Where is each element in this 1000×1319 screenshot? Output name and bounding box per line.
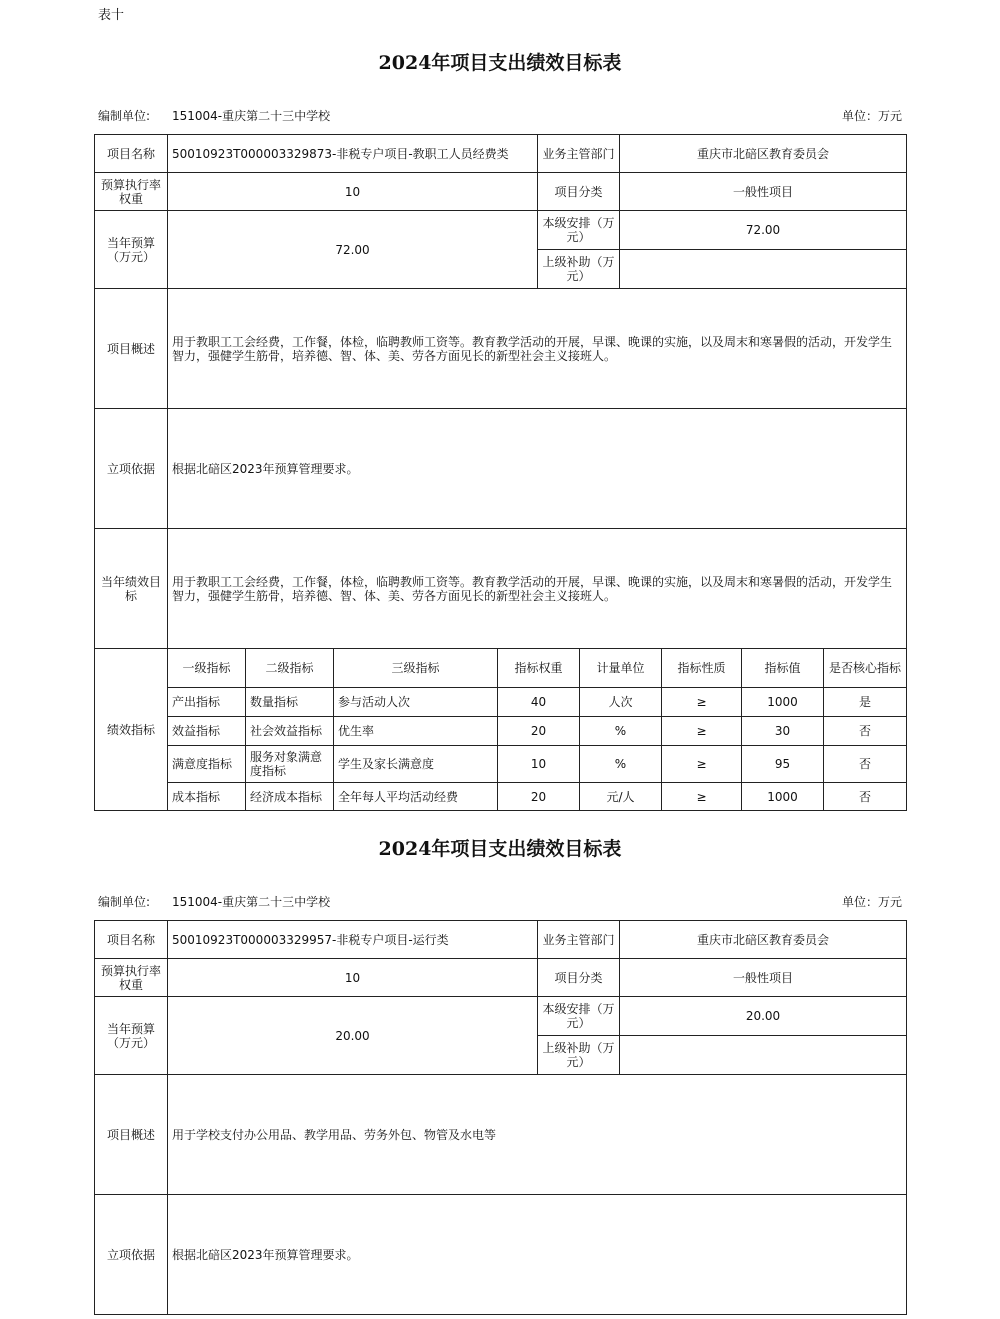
indicator-cell: ≥ [662,717,742,746]
indicator-cell: 社会效益指标 [246,717,334,746]
indicator-header: 是否核心指标 [824,649,907,688]
category-value: 一般性项目 [620,959,907,997]
form-2-org-value: 151004-重庆第二十三中学校 [172,895,331,909]
indicator-cell: 否 [824,717,907,746]
form-1-indicator-table [94,648,907,811]
budget-label: 当年预算（万元） [95,997,168,1075]
upper-subsidy-label: 上级补助（万元） [538,1036,620,1075]
indicator-cell: 1000 [742,783,824,811]
basis-value: 根据北碚区2023年预算管理要求。 [168,1195,907,1315]
category-label: 项目分类 [538,959,620,997]
indicator-cell: 产出指标 [168,688,246,717]
basis-value: 根据北碚区2023年预算管理要求。 [168,409,907,529]
this-level-label: 本级安排（万元） [538,211,620,250]
form-1-title: 2024年项目支出绩效目标表 [378,52,622,74]
indicator-cell: ≥ [662,783,742,811]
indicator-cell: 效益指标 [168,717,246,746]
indicator-cell: % [580,746,662,783]
form-1-header-table [94,134,907,649]
budget-value: 72.00 [168,211,538,289]
dept-label: 业务主管部门 [538,135,620,173]
this-level-value: 72.00 [620,211,907,250]
indicator-header: 指标性质 [662,649,742,688]
indicator-cell: 10 [498,746,580,783]
category-value: 一般性项目 [620,173,907,211]
project-name-label: 项目名称 [95,921,168,959]
indicator-cell: 人次 [580,688,662,717]
indicator-cell: 全年每人平均活动经费 [334,783,498,811]
indicator-cell: 优生率 [334,717,498,746]
exec-weight-label: 预算执行率权重 [95,173,168,211]
budget-value: 20.00 [168,997,538,1075]
indicator-cell: ≥ [662,746,742,783]
indicator-row [95,688,907,717]
indicator-header: 指标权重 [498,649,580,688]
page-tag: 表十 [98,8,125,23]
indicator-cell: 30 [742,717,824,746]
indicator-cell: % [580,717,662,746]
indicator-cell: 20 [498,717,580,746]
indicator-header: 计量单位 [580,649,662,688]
indicator-cell: 服务对象满意度指标 [246,746,334,783]
indicator-header: 一级指标 [168,649,246,688]
overview-value: 用于学校支付办公用品、教学用品、劳务外包、物管及水电等 [168,1075,907,1195]
category-label: 项目分类 [538,173,620,211]
dept-value: 重庆市北碚区教育委员会 [620,921,907,959]
this-level-label: 本级安排（万元） [538,997,620,1036]
indicator-cell: 元/人 [580,783,662,811]
overview-label: 项目概述 [95,1075,168,1195]
indicator-cell: 满意度指标 [168,746,246,783]
form-2-title: 2024年项目支出绩效目标表 [378,838,622,860]
indicator-header: 指标值 [742,649,824,688]
project-name-label: 项目名称 [95,135,168,173]
project-name-value: 50010923T000003329957-非税专户项目-运行类 [168,921,538,959]
dept-value: 重庆市北碚区教育委员会 [620,135,907,173]
indicator-cell: 成本指标 [168,783,246,811]
exec-weight-value: 10 [168,173,538,211]
form-2-header-table [94,920,907,1315]
budget-label: 当年预算（万元） [95,211,168,289]
overview-label: 项目概述 [95,289,168,409]
upper-subsidy-label: 上级补助（万元） [538,250,620,289]
indicator-row [95,746,907,783]
indicator-cell: ≥ [662,688,742,717]
basis-label: 立项依据 [95,1195,168,1315]
upper-subsidy-value [620,250,907,289]
form-1-org-value: 151004-重庆第二十三中学校 [172,109,331,123]
indicator-cell: 学生及家长满意度 [334,746,498,783]
goal-label: 当年绩效目标 [95,529,168,649]
indicator-cell: 40 [498,688,580,717]
indicator-header: 二级指标 [246,649,334,688]
exec-weight-label: 预算执行率权重 [95,959,168,997]
overview-value: 用于教职工工会经费，工作餐，体检，临聘教师工资等。教育教学活动的开展，早课、晚课的实施，以及周末和寒暑假的活动，开发学生智力，强健学生筋骨，培养德、智、体、美、劳各方面见长的新型社会主义接班人。 [168,289,907,409]
basis-label: 立项依据 [95,409,168,529]
indicators-label: 绩效指标 [95,649,168,811]
indicator-cell: 否 [824,746,907,783]
indicator-cell: 是 [824,688,907,717]
indicator-cell: 经济成本指标 [246,783,334,811]
indicator-cell: 20 [498,783,580,811]
dept-label: 业务主管部门 [538,921,620,959]
indicator-row [95,783,907,811]
indicator-cell: 95 [742,746,824,783]
upper-subsidy-value [620,1036,907,1075]
form-1-org-label: 编制单位: [98,109,151,123]
indicator-cell: 否 [824,783,907,811]
exec-weight-value: 10 [168,959,538,997]
form-1-unit: 单位：万元 [841,109,902,123]
indicator-row [95,717,907,746]
goal-value: 用于教职工工会经费，工作餐，体检，临聘教师工资等。教育教学活动的开展，早课、晚课的实施，以及周末和寒暑假的活动，开发学生智力，强健学生筋骨，培养德、智、体、美、劳各方面见长的新型社会主义接班人。 [168,529,907,649]
this-level-value: 20.00 [620,997,907,1036]
indicator-header: 三级指标 [334,649,498,688]
form-2-unit: 单位：万元 [841,895,902,909]
indicator-cell: 1000 [742,688,824,717]
indicator-cell: 数量指标 [246,688,334,717]
form-2-org-label: 编制单位: [98,895,151,909]
indicator-cell: 参与活动人次 [334,688,498,717]
project-name-value: 50010923T000003329873-非税专户项目-教职工人员经费类 [168,135,538,173]
